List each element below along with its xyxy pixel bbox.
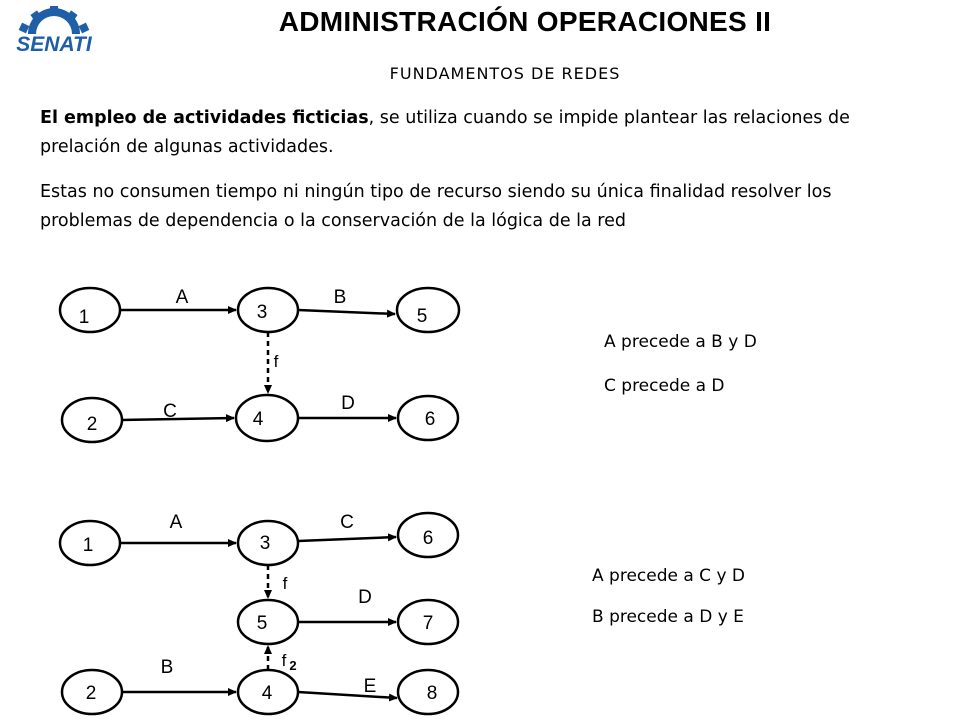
d2-edge-a-label: A xyxy=(169,512,183,533)
d2-edge-b-label: B xyxy=(160,657,174,678)
d1-node-3-label: 3 xyxy=(256,302,268,323)
d1-note-2: C precede a D xyxy=(604,376,725,396)
d1-edge-c-label: C xyxy=(163,401,177,422)
paragraph-explanation: Estas no consumen tiempo ni ningún tipo de recurso siendo su única finalidad resolver los problemas de dependencia o la conservación de la lógica de la red xyxy=(40,182,832,231)
d2-note-2: B precede a D y E xyxy=(592,607,744,627)
d1-edge-c xyxy=(122,418,234,420)
d1-node-3 xyxy=(238,288,298,332)
d2-node-2-label: 2 xyxy=(85,683,97,704)
d2-edge-e xyxy=(298,692,397,698)
d1-node-5 xyxy=(397,288,459,332)
logo-text: SENATI xyxy=(16,33,92,56)
paragraph-bold-term: El empleo de actividades ficticias xyxy=(40,108,369,128)
d1-edge-b-label: B xyxy=(333,287,347,308)
d1-edge-a-label: A xyxy=(175,287,189,308)
d2-node-8-label: 8 xyxy=(426,683,438,704)
page-title: ADMINISTRACIÓN OPERACIONES II xyxy=(278,6,772,37)
paragraph-definition-text: , se utiliza cuando se impide plantear las relaciones de prelación de algunas actividades. xyxy=(40,108,850,157)
d1-node-1 xyxy=(60,288,120,332)
d2-node-4-label: 4 xyxy=(261,683,273,704)
d1-node-4 xyxy=(236,395,298,441)
d1-edge-b xyxy=(298,310,395,314)
d2-edge-f-label: f xyxy=(282,574,288,593)
d2-edge-f2-subscript: 2 xyxy=(289,658,297,673)
d1-edge-f-label: f xyxy=(273,352,279,371)
d1-node-1-label: 1 xyxy=(78,307,90,328)
d1-node-4-label: 4 xyxy=(252,409,264,430)
d2-node-6-label: 6 xyxy=(422,528,434,549)
d2-note-1: A precede a C y D xyxy=(592,566,746,586)
d2-node-7-label: 7 xyxy=(422,613,434,634)
page-subtitle: FUNDAMENTOS DE REDES xyxy=(389,64,621,83)
d1-node-2-label: 2 xyxy=(86,414,98,435)
d1-node-6-label: 6 xyxy=(424,409,436,430)
d1-edge-d-label: D xyxy=(341,393,355,414)
d2-node-1-label: 1 xyxy=(82,535,94,556)
d2-edge-c xyxy=(298,537,396,541)
d1-note-1: A precede a B y D xyxy=(604,332,757,352)
d2-edge-e-label: E xyxy=(363,676,377,697)
d1-node-5-label: 5 xyxy=(416,306,428,327)
d2-edge-d-label: D xyxy=(358,587,372,608)
d2-node-5-label: 5 xyxy=(256,613,268,634)
d2-edge-c-label: C xyxy=(340,512,354,533)
d2-node-5 xyxy=(238,600,298,644)
d2-edge-f2-label: f xyxy=(281,651,287,670)
d2-node-3-label: 3 xyxy=(259,533,271,554)
